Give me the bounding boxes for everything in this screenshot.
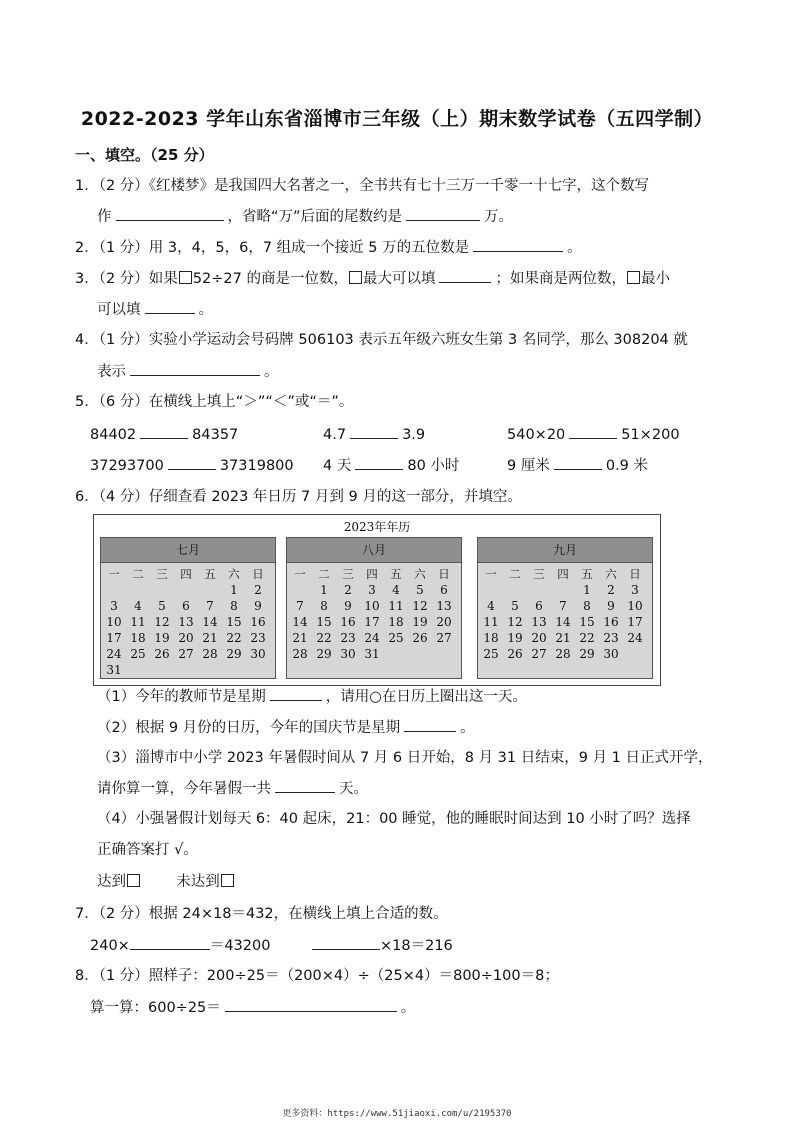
weekday-label: 日 bbox=[252, 567, 264, 581]
calendar-day[interactable]: 12 bbox=[154, 615, 170, 629]
calendar-day[interactable]: 10 bbox=[627, 599, 643, 613]
calendar-day[interactable]: 8 bbox=[230, 599, 238, 613]
page-title: 2022-2023 学年山东省淄博市三年级（上）期末数学试卷（五四学制） bbox=[80, 108, 714, 130]
footer-link[interactable]: 更多资料：https://www.51jiaoxi.com/u/2195370 bbox=[282, 1109, 512, 1119]
q6-s3-blank[interactable] bbox=[275, 778, 335, 793]
q4-blank[interactable] bbox=[130, 361, 260, 376]
option-not-reached-label: 未达到 bbox=[176, 874, 220, 890]
calendar-day[interactable]: 24 bbox=[627, 631, 643, 645]
q7-stem: 7．（2 分）根据 24×18＝432，在横线上填上合适的数。 bbox=[75, 906, 448, 922]
calendar-day[interactable]: 15 bbox=[316, 615, 332, 629]
q7-eq2 bbox=[312, 935, 453, 956]
q5-item-right: 3.9 bbox=[402, 427, 426, 443]
q3-end: 。 bbox=[198, 302, 213, 318]
calendar-day[interactable]: 3 bbox=[631, 583, 639, 597]
calendar-month-august bbox=[286, 537, 462, 679]
q8-stem: 8．（1 分）照样子：200÷25＝（200×4）÷（25×4）＝800÷100＝8； bbox=[75, 968, 559, 984]
q3-text-d: ；如果商是两位数， bbox=[495, 271, 626, 287]
q7-eq2-right: ×18＝216 bbox=[380, 938, 453, 954]
square-icon bbox=[349, 271, 362, 284]
calendar-day[interactable]: 30 bbox=[340, 647, 356, 661]
weekday-label: 六 bbox=[414, 567, 426, 581]
calendar-day[interactable]: 19 bbox=[154, 631, 170, 645]
q2-blank[interactable] bbox=[473, 237, 563, 252]
section-heading: 一、填空。（25 分） bbox=[75, 146, 214, 164]
q5-stem: 5．（6 分）在横线上填上“＞”“＜”或“＝”。 bbox=[75, 394, 354, 410]
calendar-day[interactable]: 29 bbox=[316, 647, 332, 661]
q5-blank[interactable] bbox=[350, 424, 398, 439]
calendar-title: 2023年年历 bbox=[343, 520, 411, 534]
calendar-day[interactable]: 8 bbox=[583, 599, 591, 613]
q5-item-right: 51×200 bbox=[621, 427, 680, 443]
q7-blank-2[interactable] bbox=[312, 935, 380, 950]
calendar-day[interactable]: 1 bbox=[320, 583, 328, 597]
q3-blank-min[interactable] bbox=[145, 299, 195, 314]
q5-item-right: 37319800 bbox=[219, 458, 294, 474]
q5-item-left: 540×20 bbox=[507, 427, 566, 443]
calendar-day[interactable]: 21 bbox=[555, 631, 571, 645]
calendar-day[interactable]: 14 bbox=[292, 615, 308, 629]
calendar-day[interactable]: 14 bbox=[555, 615, 571, 629]
calendar-day[interactable]: 11 bbox=[130, 615, 146, 629]
calendar-day[interactable]: 5 bbox=[511, 599, 519, 613]
calendar-month-july bbox=[100, 537, 276, 679]
calendar-day[interactable]: 21 bbox=[292, 631, 308, 645]
q5-item-left: 9 厘米 bbox=[507, 458, 550, 474]
weekday-label: 四 bbox=[557, 567, 569, 581]
q8-calc bbox=[90, 997, 415, 1018]
calendar-day[interactable]: 31 bbox=[106, 663, 122, 677]
calendar-day[interactable]: 20 bbox=[436, 615, 452, 629]
q7-eq1-right: ＝43200 bbox=[209, 938, 271, 954]
q6-s2-blank[interactable] bbox=[404, 717, 456, 732]
calendar-day[interactable]: 9 bbox=[607, 599, 615, 613]
calendar-day[interactable]: 25 bbox=[388, 631, 404, 645]
q8-text: 算一算：600÷25＝ bbox=[90, 1000, 221, 1016]
q1-blank-approx[interactable] bbox=[406, 206, 480, 221]
calendar-day[interactable]: 2 bbox=[344, 583, 352, 597]
q4-line2 bbox=[97, 361, 279, 382]
calendar-day[interactable]: 23 bbox=[603, 631, 619, 645]
calendar-day[interactable]: 19 bbox=[507, 631, 523, 645]
calendar-day[interactable]: 24 bbox=[106, 647, 122, 661]
weekday-label: 一 bbox=[294, 567, 306, 581]
q3-line2 bbox=[97, 299, 213, 320]
weekday-label: 三 bbox=[156, 567, 168, 581]
q4-line1: 4．（1 分）实验小学运动会号码牌 506103 表示五年级六班女生第 3 名同学，那么 308204 就 bbox=[75, 332, 688, 348]
month-grid bbox=[287, 563, 461, 677]
weekday-label: 一 bbox=[485, 567, 497, 581]
calendar-day[interactable]: 22 bbox=[226, 631, 242, 645]
q5-item-right: 84357 bbox=[192, 427, 239, 443]
calendar-day[interactable]: 13 bbox=[178, 615, 194, 629]
weekday-label: 六 bbox=[605, 567, 617, 581]
calendar-day[interactable]: 30 bbox=[603, 647, 619, 661]
q6-s3-text: 请你算一算，今年暑假一共 bbox=[97, 781, 271, 797]
calendar-day[interactable]: 15 bbox=[226, 615, 242, 629]
q1-text-b: ，省略“万”后面的尾数约是 bbox=[227, 209, 403, 225]
calendar-day[interactable]: 5 bbox=[416, 583, 424, 597]
q6-s3-end: 天。 bbox=[339, 781, 368, 797]
calendar-day[interactable]: 27 bbox=[531, 647, 547, 661]
calendar-day[interactable]: 28 bbox=[202, 647, 218, 661]
q6-s2 bbox=[97, 717, 475, 738]
q5-item-left: 37293700 bbox=[90, 458, 164, 474]
q5-item-2 bbox=[323, 424, 425, 445]
calendar-day[interactable]: 25 bbox=[130, 647, 146, 661]
weekday-label: 二 bbox=[132, 567, 144, 581]
calendar-day[interactable]: 2 bbox=[254, 583, 262, 597]
calendar-day[interactable]: 28 bbox=[555, 647, 571, 661]
calendar-day[interactable]: 22 bbox=[579, 631, 595, 645]
calendar-day[interactable]: 3 bbox=[368, 583, 376, 597]
calendar-day[interactable]: 28 bbox=[292, 647, 308, 661]
calendar-day[interactable]: 7 bbox=[206, 599, 214, 613]
q6-s2-end: 。 bbox=[460, 720, 475, 736]
calendar-day[interactable]: 9 bbox=[344, 599, 352, 613]
calendar-day[interactable]: 25 bbox=[483, 647, 499, 661]
weekday-label: 五 bbox=[581, 567, 593, 581]
calendar-day[interactable]: 3 bbox=[110, 599, 118, 613]
calendar-day[interactable]: 13 bbox=[531, 615, 547, 629]
calendar-day[interactable]: 18 bbox=[388, 615, 404, 629]
calendar-day[interactable]: 11 bbox=[483, 615, 499, 629]
calendar-day[interactable]: 18 bbox=[130, 631, 146, 645]
calendar-day[interactable]: 6 bbox=[535, 599, 543, 613]
month-title: 七月 bbox=[101, 538, 275, 563]
calendar-day[interactable]: 20 bbox=[178, 631, 194, 645]
q6-s4-line2: 正确答案打 √。 bbox=[97, 842, 198, 858]
q8-end: 。 bbox=[400, 1000, 416, 1016]
calendar-day[interactable]: 22 bbox=[316, 631, 332, 645]
calendar-day[interactable]: 6 bbox=[440, 583, 448, 597]
q6-s1-text: （1）今年的教师节是星期 bbox=[97, 689, 266, 705]
q1-line2 bbox=[97, 206, 513, 227]
q4-end: 。 bbox=[264, 364, 279, 380]
option-reached-label: 达到 bbox=[97, 874, 126, 890]
q3-line1 bbox=[75, 268, 670, 289]
q5-item-left: 84402 bbox=[90, 427, 137, 443]
q5-item-left: 4.7 bbox=[323, 427, 347, 443]
q5-blank[interactable] bbox=[168, 455, 216, 470]
weekday-label: 六 bbox=[228, 567, 240, 581]
calendar-day[interactable]: 29 bbox=[226, 647, 242, 661]
calendar-day[interactable]: 10 bbox=[364, 599, 380, 613]
month-title: 八月 bbox=[287, 538, 461, 563]
q5-item-5 bbox=[323, 455, 459, 476]
calendar-day[interactable]: 17 bbox=[364, 615, 380, 629]
calendar-day[interactable]: 2 bbox=[607, 583, 615, 597]
q6-s1 bbox=[97, 686, 527, 707]
q1-text-c: 万。 bbox=[484, 209, 514, 225]
q1-text-a: 作 bbox=[97, 209, 112, 225]
q6-s3-line1: （3）淄博市中小学 2023 年暑假时间从 7 月 6 日开始，8 月 31 日结束，9 月 1 日正式开学， bbox=[97, 750, 713, 766]
calendar-day[interactable]: 11 bbox=[388, 599, 404, 613]
calendar-day[interactable]: 4 bbox=[487, 599, 495, 613]
q2-end: 。 bbox=[567, 240, 582, 256]
calendar-day[interactable]: 29 bbox=[579, 647, 595, 661]
q5-item-left: 4 天 bbox=[323, 458, 352, 474]
q2-text: 2．（1 分）用 3，4，5，6，7 组成一个接近 5 万的五位数是 bbox=[75, 240, 470, 256]
calendar-day[interactable]: 10 bbox=[106, 615, 122, 629]
calendar-day[interactable]: 12 bbox=[507, 615, 523, 629]
calendar-day[interactable]: 26 bbox=[412, 631, 428, 645]
calendar-day[interactable]: 6 bbox=[182, 599, 190, 613]
calendar-month-september bbox=[477, 537, 653, 679]
q5-blank[interactable] bbox=[554, 455, 602, 470]
calendar-day[interactable]: 23 bbox=[340, 631, 356, 645]
q3-text-f: 可以填 bbox=[97, 302, 141, 318]
calendar-day[interactable]: 17 bbox=[106, 631, 122, 645]
calendar-day[interactable]: 19 bbox=[412, 615, 428, 629]
checkbox-reached[interactable] bbox=[127, 874, 140, 887]
calendar-day[interactable]: 7 bbox=[559, 599, 567, 613]
weekday-label: 三 bbox=[533, 567, 545, 581]
q5-blank[interactable] bbox=[355, 455, 403, 470]
calendar-day[interactable]: 17 bbox=[627, 615, 643, 629]
calendar bbox=[93, 514, 661, 686]
q1-blank-write[interactable] bbox=[116, 206, 224, 221]
square-icon bbox=[627, 271, 640, 284]
q6-s4-line1: （4）小强暑假计划每天 6：40 起床，21：00 睡觉，他的睡眠时间达到 10 小时了吗？选择 bbox=[97, 811, 691, 827]
calendar-day[interactable]: 20 bbox=[531, 631, 547, 645]
calendar-day[interactable]: 18 bbox=[483, 631, 499, 645]
calendar-day[interactable]: 1 bbox=[230, 583, 238, 597]
calendar-day[interactable]: 21 bbox=[202, 631, 218, 645]
checkbox-not-reached[interactable] bbox=[221, 874, 234, 887]
calendar-day[interactable]: 27 bbox=[178, 647, 194, 661]
weekday-label: 四 bbox=[180, 567, 192, 581]
q8-blank[interactable] bbox=[225, 997, 397, 1012]
q5-item-1 bbox=[90, 424, 238, 445]
calendar-day[interactable]: 7 bbox=[296, 599, 304, 613]
calendar-day[interactable]: 9 bbox=[254, 599, 262, 613]
weekday-label: 日 bbox=[629, 567, 641, 581]
weekday-label: 一 bbox=[108, 567, 120, 581]
calendar-day[interactable]: 14 bbox=[202, 615, 218, 629]
square-icon bbox=[179, 271, 192, 284]
calendar-day[interactable]: 16 bbox=[603, 615, 619, 629]
q3-blank-max[interactable] bbox=[439, 268, 491, 283]
q6-s1-end: ，请用○在日历上圈出这一天。 bbox=[325, 689, 527, 705]
weekday-label: 日 bbox=[438, 567, 450, 581]
q3-text-a: 3．（2 分）如果 bbox=[75, 271, 178, 287]
calendar-day[interactable]: 12 bbox=[412, 599, 428, 613]
weekday-label: 五 bbox=[390, 567, 402, 581]
weekday-label: 三 bbox=[342, 567, 354, 581]
weekday-label: 二 bbox=[318, 567, 330, 581]
weekday-label: 二 bbox=[509, 567, 521, 581]
calendar-day[interactable]: 23 bbox=[250, 631, 266, 645]
calendar-day[interactable]: 27 bbox=[436, 631, 452, 645]
calendar-day[interactable]: 4 bbox=[134, 599, 142, 613]
q7-eq1-left: 240× bbox=[90, 938, 130, 954]
q1-line1: 1．（2 分）《红楼梦》是我国四大名著之一，全书共有七十三万一千零一十七字，这个数写 bbox=[75, 178, 650, 194]
calendar-day[interactable]: 13 bbox=[436, 599, 452, 613]
q6-s3-line2 bbox=[97, 778, 368, 799]
q4-text: 表示 bbox=[97, 364, 126, 380]
q5-item-4 bbox=[90, 455, 294, 476]
q5-item-right: 80 小时 bbox=[407, 458, 460, 474]
calendar-day[interactable]: 24 bbox=[364, 631, 380, 645]
calendar-day[interactable]: 5 bbox=[158, 599, 166, 613]
q3-text-c: 最大可以填 bbox=[362, 271, 436, 287]
weekday-label: 四 bbox=[366, 567, 378, 581]
calendar-day[interactable]: 16 bbox=[250, 615, 266, 629]
q7-blank-1[interactable] bbox=[130, 935, 210, 950]
calendar-day[interactable]: 15 bbox=[579, 615, 595, 629]
month-title: 九月 bbox=[478, 538, 652, 563]
calendar-day[interactable]: 8 bbox=[320, 599, 328, 613]
month-grid bbox=[478, 563, 652, 677]
q5-item-right: 0.9 米 bbox=[605, 458, 649, 474]
q6-stem: 6．（4 分）仔细查看 2023 年日历 7 月到 9 月的这一部分，并填空。 bbox=[75, 489, 522, 505]
q6-options bbox=[97, 872, 235, 892]
q5-blank[interactable] bbox=[140, 424, 188, 439]
q2-line bbox=[75, 237, 582, 258]
q5-blank[interactable] bbox=[569, 424, 617, 439]
q6-s2-text: （2）根据 9 月份的日历，今年的国庆节是星期 bbox=[97, 720, 401, 736]
calendar-day[interactable]: 26 bbox=[154, 647, 170, 661]
q7-eq1 bbox=[90, 935, 270, 956]
q3-text-b: 52÷27 的商是一位数， bbox=[192, 271, 348, 287]
calendar-day[interactable]: 1 bbox=[583, 583, 591, 597]
calendar-day[interactable]: 31 bbox=[364, 647, 380, 661]
calendar-day[interactable]: 30 bbox=[250, 647, 266, 661]
q3-text-e: 最小 bbox=[640, 271, 670, 287]
q5-item-6 bbox=[507, 455, 648, 476]
month-grid bbox=[101, 563, 275, 677]
q6-s1-blank[interactable] bbox=[270, 686, 322, 701]
calendar-day[interactable]: 16 bbox=[340, 615, 356, 629]
calendar-day[interactable]: 26 bbox=[507, 647, 523, 661]
q5-item-3 bbox=[507, 424, 680, 445]
calendar-day[interactable]: 4 bbox=[392, 583, 400, 597]
weekday-label: 五 bbox=[204, 567, 216, 581]
